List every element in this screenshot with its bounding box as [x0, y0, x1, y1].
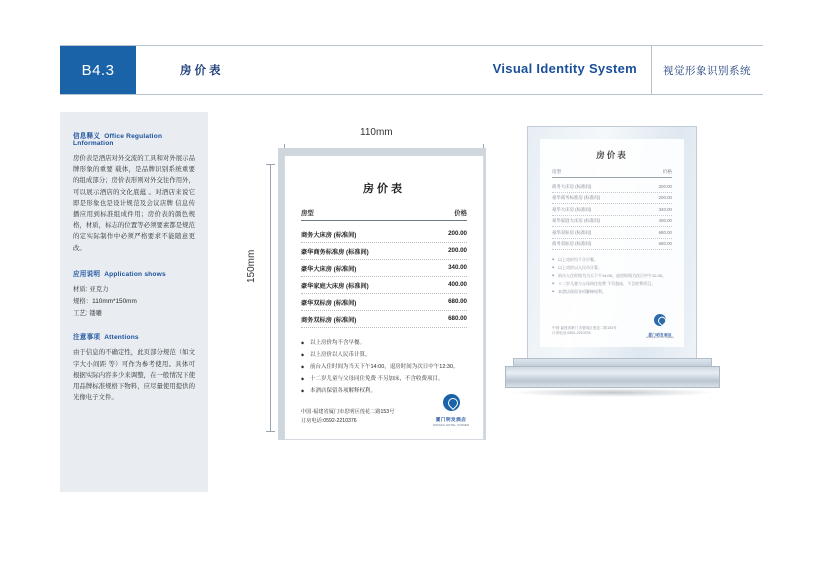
- mockup-title: 房价表: [596, 150, 628, 160]
- rate-table-header: [301, 208, 467, 221]
- logo-name-en: MINGFA HOTEL XIAMEN: [433, 423, 469, 427]
- room-price: 680.00: [448, 315, 467, 322]
- rate-col-room: 房型: [301, 210, 314, 217]
- note-item: ◆ 本酒店保留各项解释权利。: [301, 388, 467, 396]
- mockup-col-price: 价格: [662, 169, 672, 174]
- note-item: ◆ 以上房价均不含早餐。: [301, 340, 467, 348]
- table-row: [552, 239, 672, 251]
- table-row: [552, 204, 672, 216]
- spec-size: 规格：110mm*150mm: [73, 297, 137, 305]
- note-item: ◆ 前台入住时间为当天下午14:00，退房时间为次日中午12:30。: [301, 364, 467, 372]
- table-row: [552, 181, 672, 193]
- note-item: ◆ 本酒店保留各项解释权利。: [552, 289, 672, 295]
- page-title: 房价表: [180, 65, 224, 77]
- note-item: ◆ 以上房价以人民币计算。: [552, 265, 672, 271]
- dimension-tick-bottom: [266, 431, 275, 432]
- room-name: 商务大床房 (标准间): [301, 232, 357, 239]
- spec-process: 工艺: 镂雕: [73, 309, 103, 317]
- info-section-1-heading-en: Office Regulation Lnformation: [73, 133, 163, 147]
- info-section-2-heading-cn: 应用说明: [73, 270, 101, 278]
- table-row: [301, 226, 467, 243]
- info-section-1-body: 房价表是酒店对外交流的工具和对外展示品牌形象的重要 载体，是品牌识别系统重要的组成部分；房价表形则对外交往作用外，可以展示酒店的文化底蕴 。对酒店来说它即是形象也是设计规范及会议店牌 信息传播应用到标准组成件用；房价表的颜色规格，材质，标志的位置等必须要素都是规范的定实际制作中必须严格要求不能随意更改。: [73, 155, 195, 252]
- acrylic-stand-base: [505, 358, 720, 392]
- mockup-col-room: 房型: [552, 169, 562, 174]
- room-name: 商务双标房 (标准间): [301, 317, 357, 324]
- spec-material: 材质: 亚克力: [73, 285, 109, 293]
- footer-phone: 订房电话:0592-2210376: [301, 417, 357, 424]
- room-price: 200.00: [658, 183, 672, 189]
- info-section-3-heading: [73, 331, 195, 341]
- note-item: ◆ 以上房价均不含早餐。: [552, 257, 672, 263]
- info-section-1-heading-cn: 信息释义: [73, 133, 101, 140]
- room-name: 豪华家庭大床房 (标准间): [301, 283, 369, 290]
- note-item: ◆ 前台入住时间为当天下午14:00，退房时间为次日中午12:30。: [552, 273, 672, 279]
- room-price: 200.00: [658, 195, 672, 200]
- table-row: [301, 294, 467, 311]
- logo-name-en: MINGFA HOTEL XIAMEN: [646, 337, 674, 339]
- mockup-footer: [552, 326, 617, 337]
- room-name: 豪华家庭大床房 (标准间): [552, 218, 601, 223]
- info-section-2-heading-en: Application shows: [104, 270, 166, 278]
- base-shadow: [509, 388, 716, 397]
- mockup-table-header: [552, 169, 672, 178]
- table-row: [301, 260, 467, 277]
- rate-card-footer: [301, 408, 394, 425]
- room-price: 200.00: [448, 230, 467, 237]
- footer-phone: 订房电话:0592-2210376: [552, 331, 591, 336]
- acrylic-panel: [527, 126, 697, 364]
- system-title-en: Visual Identity System: [492, 61, 637, 76]
- system-title-cn: 视觉形象识别系统: [663, 65, 751, 77]
- room-price: 680.00: [448, 298, 467, 305]
- table-row: [552, 227, 672, 239]
- brand-logo: [433, 394, 469, 427]
- mockup-notes: [552, 257, 672, 295]
- info-section-2-heading: [73, 268, 195, 278]
- logo-mark-icon: [443, 394, 460, 411]
- room-price: 340.00: [448, 264, 467, 271]
- info-panel: [60, 112, 208, 492]
- section-code-badge: B4.3: [60, 46, 136, 94]
- spacer: [73, 319, 195, 331]
- logo-name-cn: 厦门明发酒店: [435, 417, 467, 422]
- dimension-width-label: 110mm: [360, 127, 393, 138]
- rate-card-title: 房价表: [363, 183, 405, 195]
- info-section-3-heading-cn: 注意事项: [73, 334, 101, 342]
- brand-logo: [646, 313, 674, 339]
- room-price: 400.00: [658, 218, 672, 223]
- base-body: [505, 366, 720, 388]
- note-item: ◆ 十二岁儿童与父母同住免费 不另加床，不含收费项目。: [301, 376, 467, 384]
- room-name: 豪华大床房 (标准间): [552, 206, 592, 212]
- page-header: [60, 45, 763, 95]
- acrylic-stand-mockup: [505, 126, 720, 416]
- table-row: [301, 243, 467, 260]
- logo-mark-icon: [654, 314, 666, 326]
- info-section-3-heading-en: Attentions: [104, 334, 139, 342]
- room-name: 豪华商务标准房 (标准间): [552, 195, 601, 200]
- info-section-1-heading: [73, 130, 195, 147]
- mockup-rate-sheet: [540, 139, 684, 347]
- room-name: 豪华大床房 (标准间): [301, 266, 357, 273]
- room-name: 商务大床房 (标准间): [552, 183, 592, 189]
- rate-card-artwork: [284, 155, 484, 440]
- table-row: [552, 216, 672, 228]
- room-price: 680.00: [658, 229, 672, 235]
- table-row: [552, 193, 672, 205]
- table-row: [301, 277, 467, 294]
- dimension-tick-top: [266, 164, 275, 165]
- room-price: 400.00: [448, 281, 467, 288]
- logo-name-cn: 厦门明发酒店: [648, 333, 672, 337]
- room-price: 680.00: [658, 241, 672, 246]
- footer-address: 中国·福建省厦门市思明区莲花二路153号: [552, 325, 617, 330]
- room-name: 商务双标房 (标准间): [552, 241, 592, 246]
- footer-address: 中国·福建省厦门市思明区莲花二路153号: [301, 409, 395, 416]
- rate-card-notes: [301, 340, 467, 396]
- room-name: 豪华商务标准房 (标准间): [301, 249, 369, 256]
- note-item: ◆ 以上房价以人民币计算。: [301, 352, 467, 360]
- dimension-line-vertical: [270, 164, 271, 432]
- info-section-3-body: 由于信息的不确定性，此页部分规范（如文字大小间距 等）可作为参考使用。具体可根据实际内容多少来调整，在一般情况下使用品牌标准规格下物料，应尽量使用提供的光像电子文件。: [73, 349, 195, 402]
- header-divider: [651, 46, 652, 94]
- room-price: 200.00: [448, 247, 467, 254]
- room-name: 豪华双标房 (标准间): [301, 300, 357, 307]
- room-name: 豪华双标房 (标准间): [552, 229, 592, 235]
- rate-col-price: 价格: [454, 210, 467, 217]
- note-item: ◆ 十二岁儿童与父母同住免费 不另加床，不含收费项目。: [552, 281, 672, 287]
- room-price: 340.00: [658, 206, 672, 212]
- dimension-height-label: 150mm: [246, 249, 257, 283]
- table-row: [301, 311, 467, 328]
